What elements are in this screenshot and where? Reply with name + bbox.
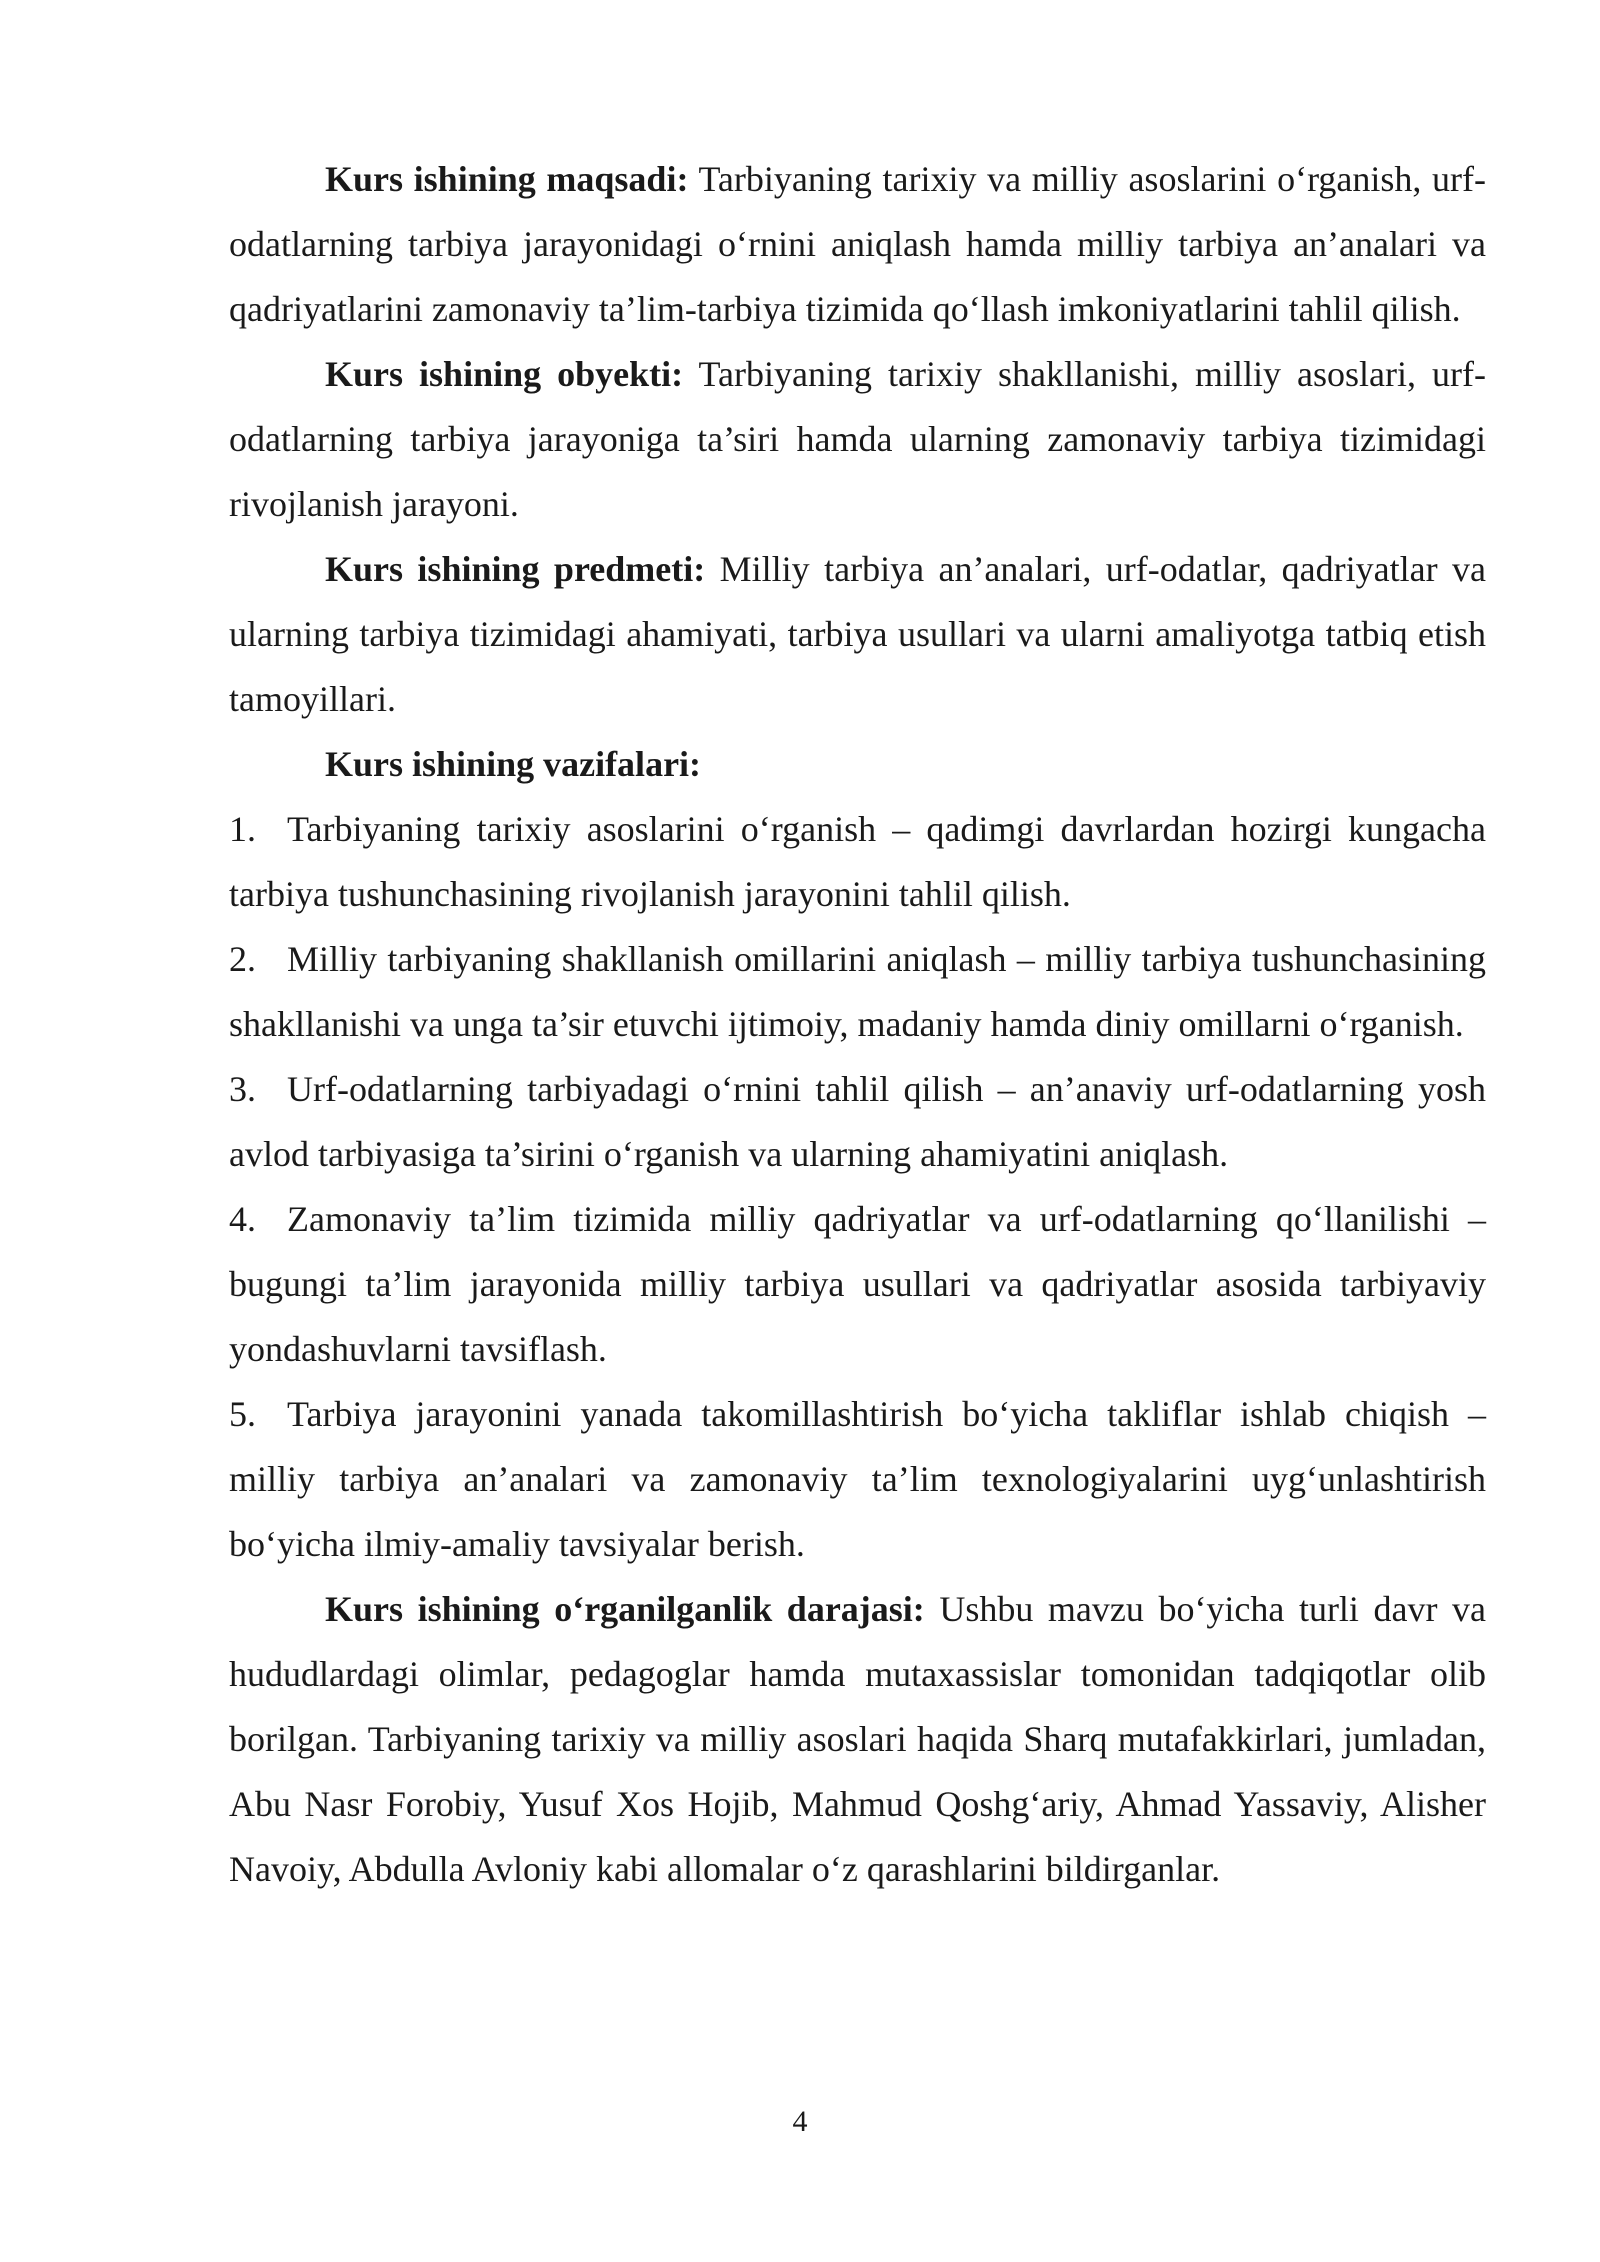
- obyekt-label: Kurs ishining obyekti:: [325, 354, 684, 394]
- paragraph-obyekt: [229, 342, 1486, 537]
- list-item: [229, 927, 1486, 1057]
- list-item-text: Tarbiyaning tarixiy asoslarini o‘rganish – qadimgi davrlardan hozirgi kungacha tarbiya tushunchasining rivojlanish jarayonini tahlil qilish.: [229, 809, 1486, 914]
- predmet-label: Kurs ishining predmeti:: [325, 549, 706, 589]
- maqsad-text: Tarbiyaning tarixiy va milliy asoslarini o‘rganish, urf-odatlarning tarbiya jarayonidagi o‘rnini aniqlash hamda milliy tarbiya an’analari va qadriyatlarini zamonaviy ta’lim-tarbiya tizimida qo‘llash imkoniyatlarini tahlil qilish.: [229, 159, 1487, 329]
- list-item: [229, 797, 1486, 927]
- list-item-number: 4.: [229, 1199, 256, 1239]
- obyekt-text: Tarbiyaning tarixiy shakllanishi, milliy asoslari, urf-odatlarning tarbiya jarayoniga ta’siri hamda ularning zamonaviy tarbiya tizimidagi rivojlanish jarayoni.: [229, 354, 1487, 524]
- list-item-text: Urf-odatlarning tarbiyadagi o‘rnini tahlil qilish – an’anaviy urf-odatlarning yosh avlod tarbiyasiga ta’sirini o‘rganish va ularning ahamiyatini aniqlash.: [229, 1069, 1486, 1174]
- page-number: 4: [792, 2105, 808, 2138]
- list-item-text: Zamonaviy ta’lim tizimida milliy qadriyatlar va urf-odatlarning qo‘llanilishi – bugungi ta’lim jarayonida milliy tarbiya usullari va qadriyatlar asosida tarbiyaviy yondashuvlarni tavsiflash.: [229, 1199, 1486, 1369]
- paragraph-darajasi: [229, 1577, 1486, 1902]
- paragraph-predmet: [229, 537, 1486, 732]
- document-page: [229, 147, 1486, 1902]
- darajasi-text: Ushbu mavzu bo‘yicha turli davr va hududlardagi olimlar, pedagoglar hamda mutaxassislar tomonidan tadqiqotlar olib borilgan. Tarbiyaning tarixiy va milliy asoslari haqida Sharq mutafakkirlari, jumladan, Abu Nasr Forobiy, Yusuf Xos Hojib, Mahmud Qoshg‘ariy, Ahmad Yassaviy, Alisher Navoiy, Abdulla Avloniy kabi allomalar o‘z qarashlarini bildirganlar.: [229, 1589, 1486, 1889]
- list-item-text: Tarbiya jarayonini yanada takomillashtirish bo‘yicha takliflar ishlab chiqish – milliy tarbiya an’analari va zamonaviy ta’lim texnologiyalarini uyg‘unlashtirish bo‘yicha ilmiy-amaliy tavsiyalar berish.: [229, 1394, 1486, 1564]
- list-item-number: 3.: [229, 1069, 256, 1109]
- list-item-number: 5.: [229, 1394, 256, 1434]
- list-item-text: Milliy tarbiyaning shakllanish omillarini aniqlash – milliy tarbiya tushunchasining shakllanishi va unga ta’sir etuvchi ijtimoiy, madaniy hamda diniy omillarni o‘rganish.: [229, 939, 1486, 1044]
- list-item: [229, 1187, 1486, 1382]
- list-item-number: 1.: [229, 809, 256, 849]
- list-item: [229, 1057, 1486, 1187]
- list-item-number: 2.: [229, 939, 256, 979]
- vazifalar-label: Kurs ishining vazifalari:: [325, 744, 702, 784]
- heading-vazifalar: [229, 732, 1486, 797]
- list-item: [229, 1382, 1486, 1577]
- maqsad-label: Kurs ishining maqsadi:: [325, 159, 689, 199]
- darajasi-label: Kurs ishining o‘rganilganlik darajasi:: [325, 1589, 925, 1629]
- predmet-text: Milliy tarbiya an’analari, urf-odatlar, qadriyatlar va ularning tarbiya tizimidagi ahamiyati, tarbiya usullari va ularni amaliyotga tatbiq etish tamoyillari.: [229, 549, 1486, 719]
- paragraph-maqsad: [229, 147, 1486, 342]
